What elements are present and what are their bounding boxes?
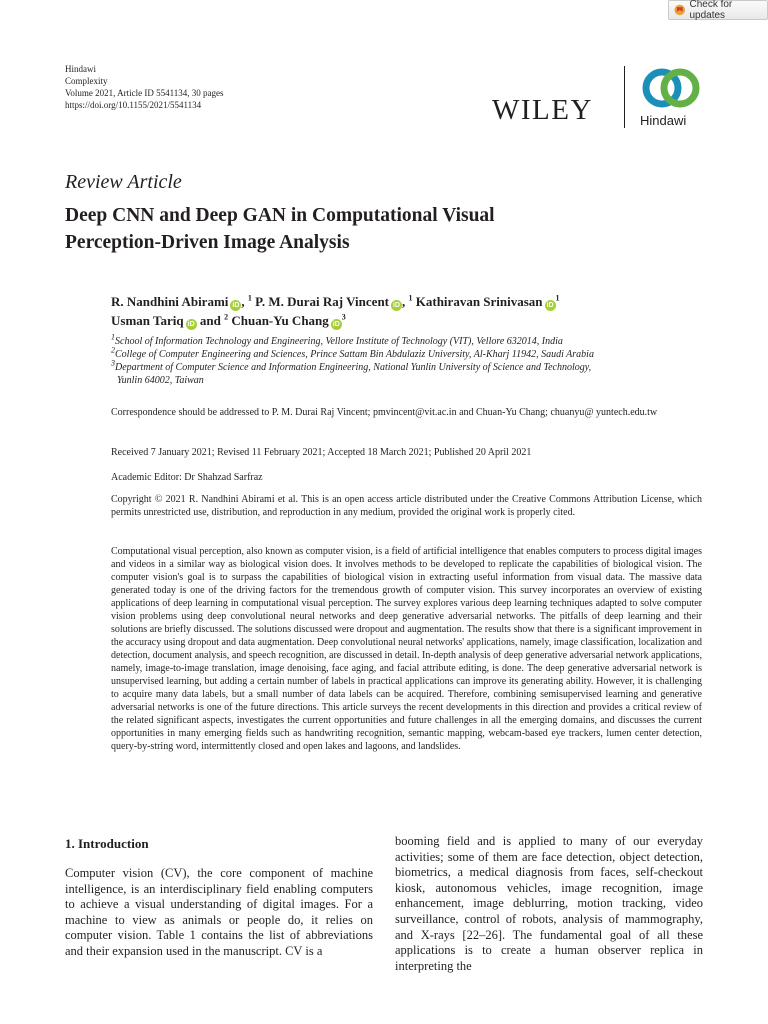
journal-name: Complexity (65, 76, 108, 86)
orcid-icon[interactable]: iD (393, 302, 401, 309)
wiley-logo: WILEY (492, 94, 593, 126)
affiliation-1 (111, 332, 681, 348)
author-name[interactable]: Chuan-Yu Chang (231, 313, 329, 328)
affiliation-marker: 2 (224, 312, 229, 322)
affiliation-text: School of Information Technology and Engineering, Vellore Institute of Technology (VIT), Vellore 632014, India (115, 336, 563, 347)
hindawi-logo-icon (636, 64, 706, 112)
author-name[interactable]: P. M. Durai Raj Vincent (255, 294, 390, 309)
academic-editor: Academic Editor: Dr Shahzad Sarfraz (111, 472, 263, 483)
author-list (111, 292, 671, 330)
abstract: Computational visual perception, also known as computer vision, is a field of artificial intelligence that enables computers to process digital images and videos in a similar way as biological vision does. It involves methods to be developed to replicate the capabilities of biological vision. The computer vision's goal is to surpass the capabilities of biological vision in extracting useful information from visual data. The massive data generated today is one of the driving factors for the tremendous growth of computer vision. This survey incorporates an overview of existing applications of deep learning in computational visual perception. The survey explores various deep learning techniques adapted to solve computer vision problems using deep convolutional neural networks and deep generative adversarial networks. The pitfalls of deep learning and their solutions are briefly discussed. The solutions discussed were dropout and augmentation. The results show that there is a significant improvement in the accuracy using dropout and data augmentation. Deep convolutional neural networks' applications, namely, image classification, localization and detection, document analysis, and speech recognition, are discussed in detail. In-depth analysis of deep generative adversarial network applications, namely, image-to-image translation, image denoising, face aging, and facial attribute editing, is done. The deep generative adversarial network is unsupervised learning, but adding a certain number of labels in practical applications can improve its generating ability. However, it is challenging to acquire many data labels, but a small number of data labels can be acquired. Therefore, combining semisupervised learning and generative adversarial networks is one of the future directions. This article surveys the recent developments in this direction and provides a critical review of the related significant aspects, investigates the current opportunities and future challenges in all the emerging domains, and discusses the current opportunities in many emerging fields such as handwriting recognition, semantic mapping, webcam-based eye trackers, lumen center detection, query-by-string word, intermittently closed and open lakes and lagoons, and landslides. (111, 546, 702, 752)
volume-line: Volume 2021, Article ID 5541134, 30 pages (65, 88, 224, 98)
section-type: Review Article (65, 171, 182, 193)
title-line-2: Perception-Driven Image Analysis (65, 232, 350, 253)
orcid-icon[interactable]: iD (332, 321, 340, 328)
author-name[interactable]: R. Nandhini Abirami (111, 294, 229, 309)
affiliation-marker: 1 (555, 293, 560, 303)
introduction-column-1: Computer vision (CV), the core component of machine intelligence, is an interdisciplinary field enabling computers to achieve a visual understanding of digital images. For a machine to view as animals or people do, it relies on computer vision. Table 1 contains the list of abbreviations and their expansion used in the manuscript. CV is a (65, 866, 373, 958)
affiliation-number: 3 (111, 358, 115, 368)
introduction-heading: 1. Introduction (65, 836, 149, 851)
author-separator: and (196, 313, 225, 328)
title-line-1: Deep CNN and Deep GAN in Computational Visual (65, 205, 495, 226)
author-name[interactable]: Kathiravan Srinivasan (415, 294, 543, 309)
publisher-name: Hindawi (65, 64, 96, 74)
author-separator: , (241, 294, 248, 309)
author-separator: , (402, 294, 409, 309)
affiliation-number: 2 (111, 345, 115, 355)
affiliation-text: College of Computer Engineering and Sciences, Prince Sattam Bin Abdulaziz University, Al-Kharj 11942, Saudi Arabia (115, 349, 594, 360)
affiliation-2 (111, 345, 681, 361)
affiliation-3-continued: Yunlin 64002, Taiwan (117, 375, 204, 386)
orcid-icon[interactable]: iD (232, 302, 240, 309)
copyright-notice: Copyright © 2021 R. Nandhini Abirami et al. This is an open access article distributed under the Creative Commons Attribution License, which permits unrestricted use, distribution, and reproduction in any medium, provided the original work is properly cited. (111, 494, 702, 518)
introduction-column-2: booming field and is applied to many of our everyday activities; some of them are face detection, object detection, biometrics, a medical diagnosis from faces, self-checkout kiosk, autonomous vehicles, image recognition, image enhancement, image deblurring, motion tracking, video surveillance, control of robots, analysis of mammography, and X-rays [22–26]. The fundamental goal of all these applications is to create a human observer replica in interpreting the (395, 834, 703, 973)
affiliation-3 (111, 358, 681, 374)
check-for-updates-button[interactable] (668, 0, 768, 20)
orcid-icon[interactable]: iD (546, 302, 554, 309)
affiliations (111, 332, 681, 387)
orcid-icon[interactable]: iD (187, 321, 195, 328)
check-for-updates-label: Check for updates (689, 0, 733, 21)
doi-link[interactable]: https://doi.org/10.1155/2021/5541134 (65, 100, 202, 110)
affiliation-marker: 1 (247, 293, 252, 303)
correspondence: Correspondence should be addressed to P. M. Durai Raj Vincent; pmvincent@vit.ac.in and Chuan-Yu Chang; chuanyu@ yuntech.edu.tw (111, 407, 658, 418)
publication-dates: Received 7 January 2021; Revised 11 February 2021; Accepted 18 March 2021; Published 20 April 2021 (111, 447, 532, 458)
hindawi-wordmark: Hindawi (640, 113, 687, 128)
journal-header (65, 63, 223, 111)
affiliation-marker: 1 (408, 293, 413, 303)
affiliation-marker: 3 (341, 312, 346, 322)
affiliation-text: Department of Computer Science and Information Engineering, National Yunlin University of Science and Technology, (115, 362, 592, 373)
crossmark-icon (674, 4, 685, 16)
brand-divider (624, 66, 625, 128)
article-title (65, 202, 685, 256)
affiliation-number: 1 (111, 332, 115, 342)
author-name[interactable]: Usman Tariq (111, 313, 184, 328)
